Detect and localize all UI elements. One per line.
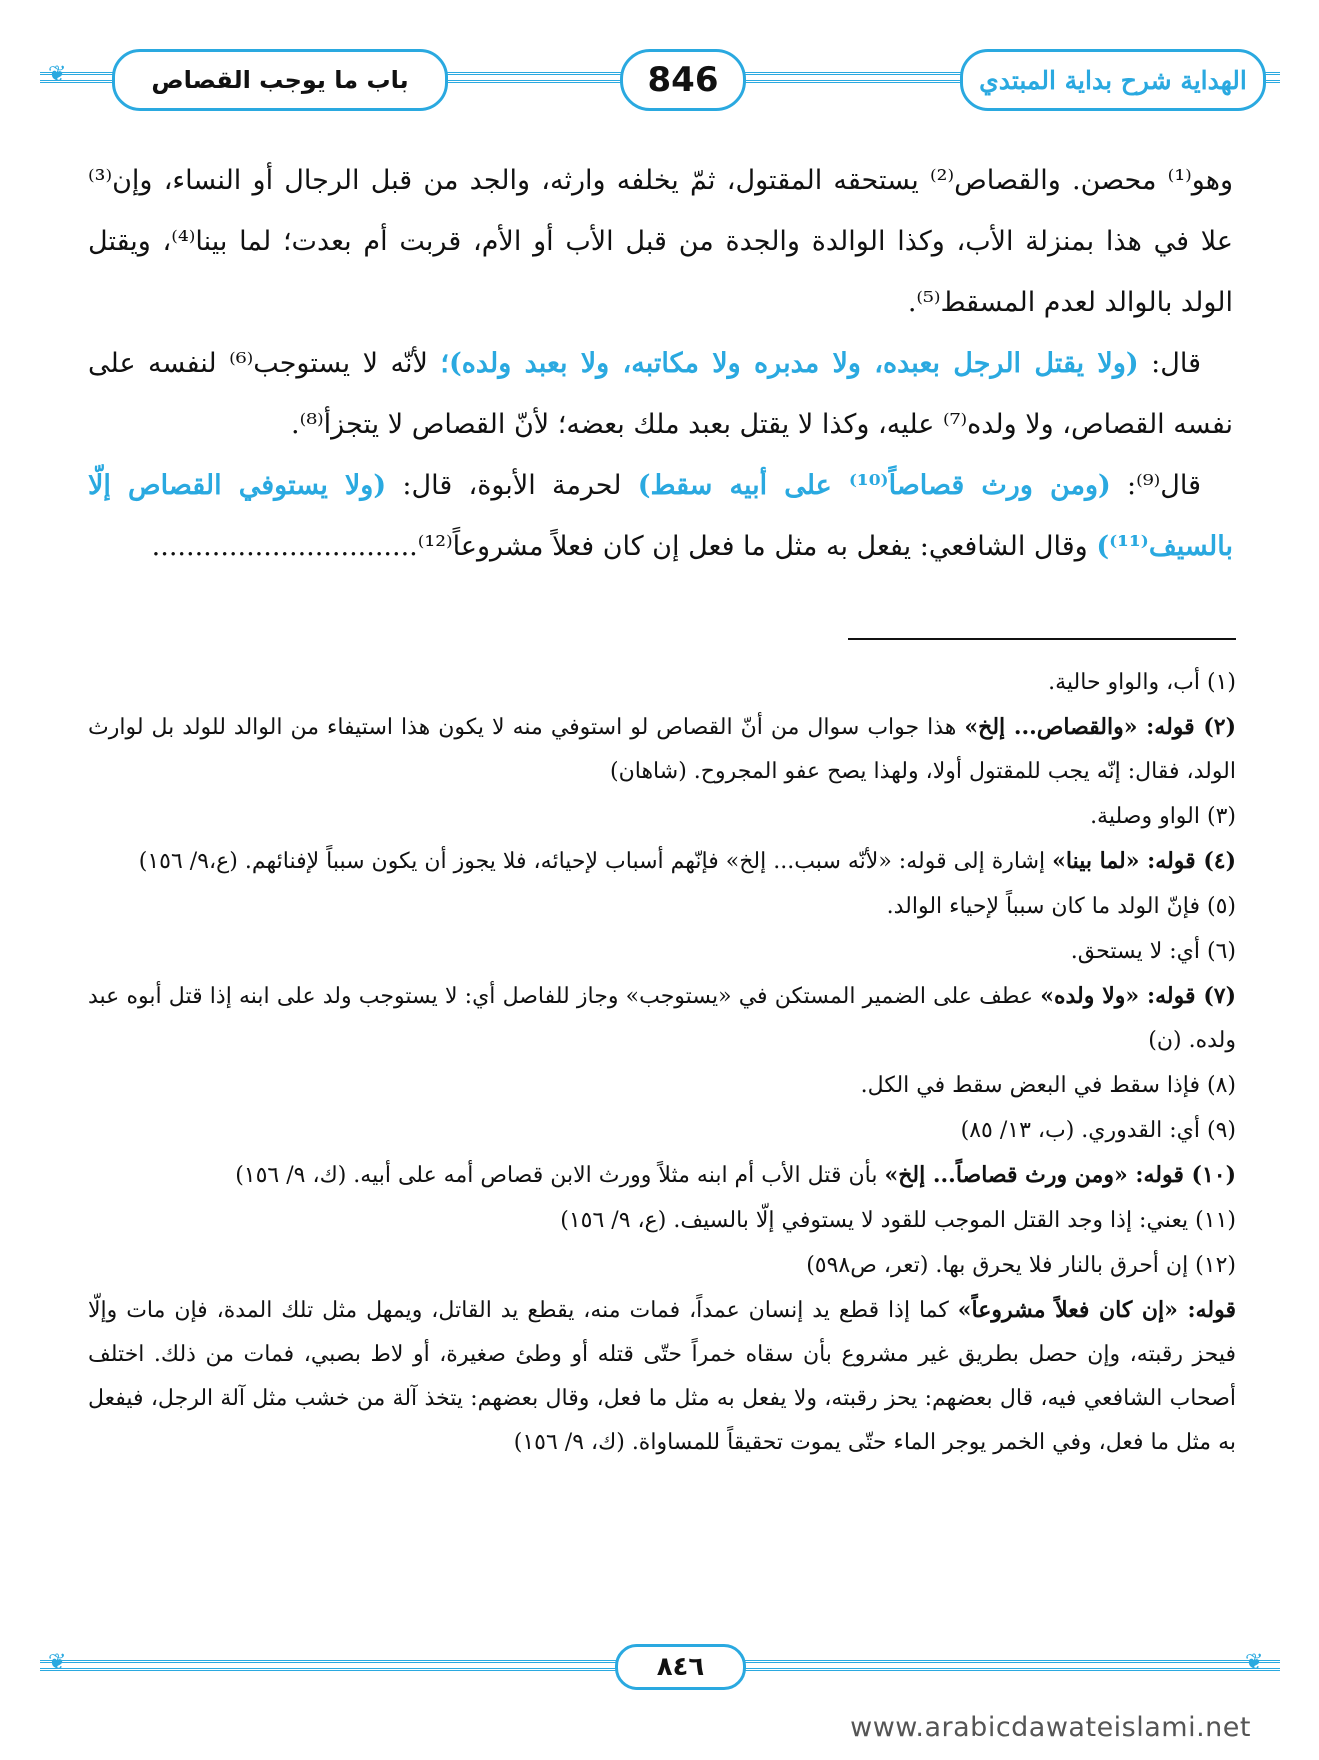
footnotes <box>88 660 1236 1465</box>
footnote: (٦) أي: لا يستحق. <box>1070 939 1236 964</box>
footer-page-number: ٨٤٦ <box>615 1644 746 1690</box>
footnote: (٩) أي: القدوري. (ب، ١٣/ ٨٥) <box>960 1118 1236 1143</box>
matn-text: (ولا يستوفي القصاص إلّا بالسيف⁽¹¹⁾) <box>88 470 1233 562</box>
text-span: قال: <box>1138 348 1201 379</box>
footnote: (٢) قوله: «والقصاص... إلخ» هذا جواب سوال من أنّ القصاص لو استوفي منه لا يكون هذا استيفاء من الوالد للولد بل لوارث الولد، فقال: إنّه يجب للمقتول أولا، ولهذا يصح عفو المجروح. (شاهان) <box>88 714 1236 784</box>
main-text <box>88 150 1233 577</box>
book-title: الهداية شرح بداية المبتدي <box>960 49 1266 111</box>
page-header <box>40 42 1280 112</box>
footnote-separator <box>848 638 1236 640</box>
paragraph <box>88 455 1233 577</box>
ornament-icon: ❦ <box>1245 1650 1264 1675</box>
ornament-icon: ❦ <box>48 1650 67 1675</box>
footnote: (٧) قوله: «ولا ولده» عطف على الضمير المستكن في «يستوجب» وجاز للفاصل أي: لا يستوجب ولد على ابنه إذا قتل أبوه عبد ولده. (ن) <box>88 983 1236 1053</box>
website-url: www.arabicdawateislami.net <box>850 1712 1251 1743</box>
text-span: وقال الشافعي: يفعل به مثل ما فعل إن كان فعلاً مشروعاً⁽¹²⁾............................... <box>151 531 1097 562</box>
text-span: قال⁽⁹⁾: <box>1110 470 1201 501</box>
page-number: 846 <box>620 49 746 111</box>
paragraph <box>88 333 1233 455</box>
page-footer <box>40 1644 1280 1696</box>
footnote: (١١) يعني: إذا وجد القتل الموجب للقود لا يستوفي إلّا بالسيف. (ع، ٩/ ١٥٦) <box>560 1208 1236 1233</box>
footnote: (١٠) قوله: «ومن ورث قصاصاً... إلخ» بأن قتل الأب أم ابنه مثلاً وورث الابن قصاص أمه على أبيه. (ك، ٩/ ١٥٦) <box>235 1162 1236 1188</box>
chapter-title: باب ما يوجب القصاص <box>112 49 448 111</box>
footnote: (١) أب، والواو حالية. <box>1048 670 1236 695</box>
footnote: (٣) الواو وصلية. <box>1090 804 1236 829</box>
ornament-icon: ❦ <box>48 62 67 87</box>
footnote: (٤) قوله: «لما بينا» إشارة إلى قوله: «لأنّه سبب... إلخ» فإنّهم أسباب لإحيائه، فلا يجوز أن يكون سبباً لإفنائهم. (ع،٩/ ١٥٦) <box>138 848 1236 874</box>
footnote: (٨) فإذا سقط في البعض سقط في الكل. <box>860 1073 1236 1098</box>
matn-text: (ومن ورث قصاصاً⁽¹⁰⁾ على أبيه سقط) <box>637 470 1111 501</box>
footnote: (١٢) إن أحرق بالنار فلا يحرق بها. (تعر، ص٥٩٨) <box>806 1253 1236 1278</box>
paragraph: وهو⁽¹⁾ محصن. والقصاص⁽²⁾ يستحقه المقتول، ثمّ يخلفه وارثه، والجد من قبل الرجال أو النساء، وإن⁽³⁾ علا في هذا بمنزلة الأب، وكذا الوالدة والجدة من قبل الأب أو الأم، قربت أم بعدت؛ لما بينا⁽⁴⁾، ويقتل الولد بالوالد لعدم المسقط⁽⁵⁾. <box>88 165 1234 318</box>
footnote: (٥) فإنّ الولد ما كان سبباً لإحياء الوالد. <box>886 894 1236 919</box>
text-span: لأنّه لا يستوجب⁽⁶⁾ لنفسه على نفسه القصاص، ولا ولده⁽⁷⁾ عليه، وكذا لا يقتل بعبد ملك بعضه؛ لأنّ القصاص لا يتجزأ⁽⁸⁾. <box>88 348 1233 440</box>
text-span: لحرمة الأبوة، قال: <box>386 470 638 501</box>
commentary: قوله: «إن كان فعلاً مشروعاً» كما إذا قطع يد إنسان عمداً، فمات منه، يقطع يد القاتل، ويمهل مثل تلك المدة، فإن مات وإلّا فيحز رقبته، وإن حصل بطريق غير مشروع بأن سقاه خمراً حتّى قتله أو وطئ صغيرة، أو لاط بصبي، فمات من ذلك. اختلف أصحاب الشافعي فيه، قال بعضهم: يحز رقبته، ولا يفعل به مثل ما فعل، وقال بعضهم: يتخذ آلة من خشب مثل آلة الرجل، فيفعل به مثل ما فعل، وفي الخمر يوجر الماء حتّى يموت تحقيقاً للمساواة. (ك، ٩/ ١٥٦) <box>88 1297 1237 1455</box>
matn-text: (ولا يقتل الرجل بعبده، ولا مدبره ولا مكاتبه، ولا بعبد ولده)؛ <box>440 348 1139 379</box>
